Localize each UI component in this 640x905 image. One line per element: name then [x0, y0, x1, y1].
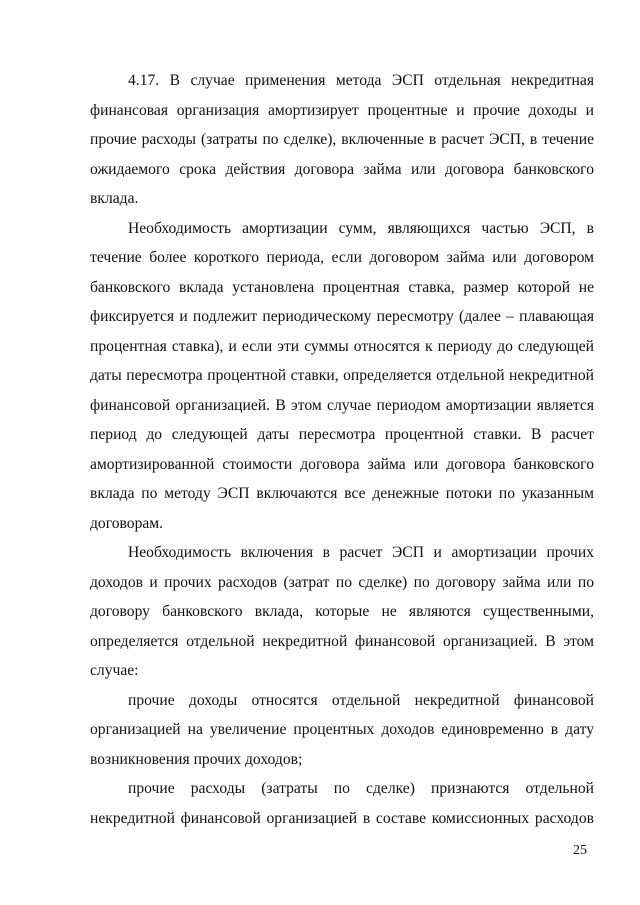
text-line: финансовой организацией. В этом случае периодом амортизации является	[90, 396, 594, 414]
text-line: ожидаемого срока действия договора займа или договора банковского	[90, 160, 594, 178]
text-line: финансовая организация амортизирует процентные и прочие доходы и	[90, 101, 594, 119]
text-line: даты пересмотра процентной ставки, определяется отдельной некредитной	[90, 367, 594, 384]
text-line: прочие доходы относятся отдельной некредитной финансовой	[128, 691, 594, 709]
text-line: возникновения прочих доходов;	[90, 750, 303, 768]
text-line: доходов и прочих расходов (затрат по сделке) по договору займа или по	[90, 573, 594, 591]
text-line: вклада.	[90, 190, 139, 207]
document-body	[90, 66, 594, 833]
text-line: 4.17. В случае применения метода ЭСП отдельная некредитная	[128, 72, 594, 89]
text-line: договору банковского вклада, которые не являются существенными,	[90, 603, 594, 620]
text-line: прочие расходы (затраты по сделке), включенные в расчет ЭСП, в течение	[90, 131, 594, 148]
page-number: 25	[573, 843, 587, 858]
text-line: вклада по методу ЭСП включаются все денежные потоки по указанным	[90, 485, 594, 502]
text-line: договорам.	[90, 514, 164, 532]
text-line: период до следующей даты пересмотра процентной ставки. В расчет	[90, 426, 594, 443]
text-line: амортизированной стоимости договора займа или договора банковского	[90, 455, 594, 473]
text-line: прочие расходы (затраты по сделке) признаются отдельной	[128, 780, 594, 797]
text-line: процентная ставка), и если эти суммы относятся к периоду до следующей	[90, 337, 594, 355]
text-line: Необходимость амортизации сумм, являющихся частью ЭСП, в	[128, 219, 594, 237]
text-line: организацией на увеличение процентных доходов единовременно в дату	[90, 721, 594, 738]
text-line: фиксируется и подлежит периодическому пересмотру (далее – плавающая	[90, 308, 594, 325]
text-line: определяется отдельной некредитной финансовой организацией. В этом	[90, 632, 594, 650]
text-line: течение более короткого периода, если договором займа или договором	[90, 249, 594, 266]
text-line: банковского вклада установлена процентная ставка, размер которой не	[90, 278, 594, 296]
text-line: случае:	[90, 662, 139, 679]
text-line: Необходимость включения в расчет ЭСП и амортизации прочих	[128, 544, 594, 561]
text-line: некредитной финансовой организацией в составе комиссионных расходов	[90, 809, 594, 827]
